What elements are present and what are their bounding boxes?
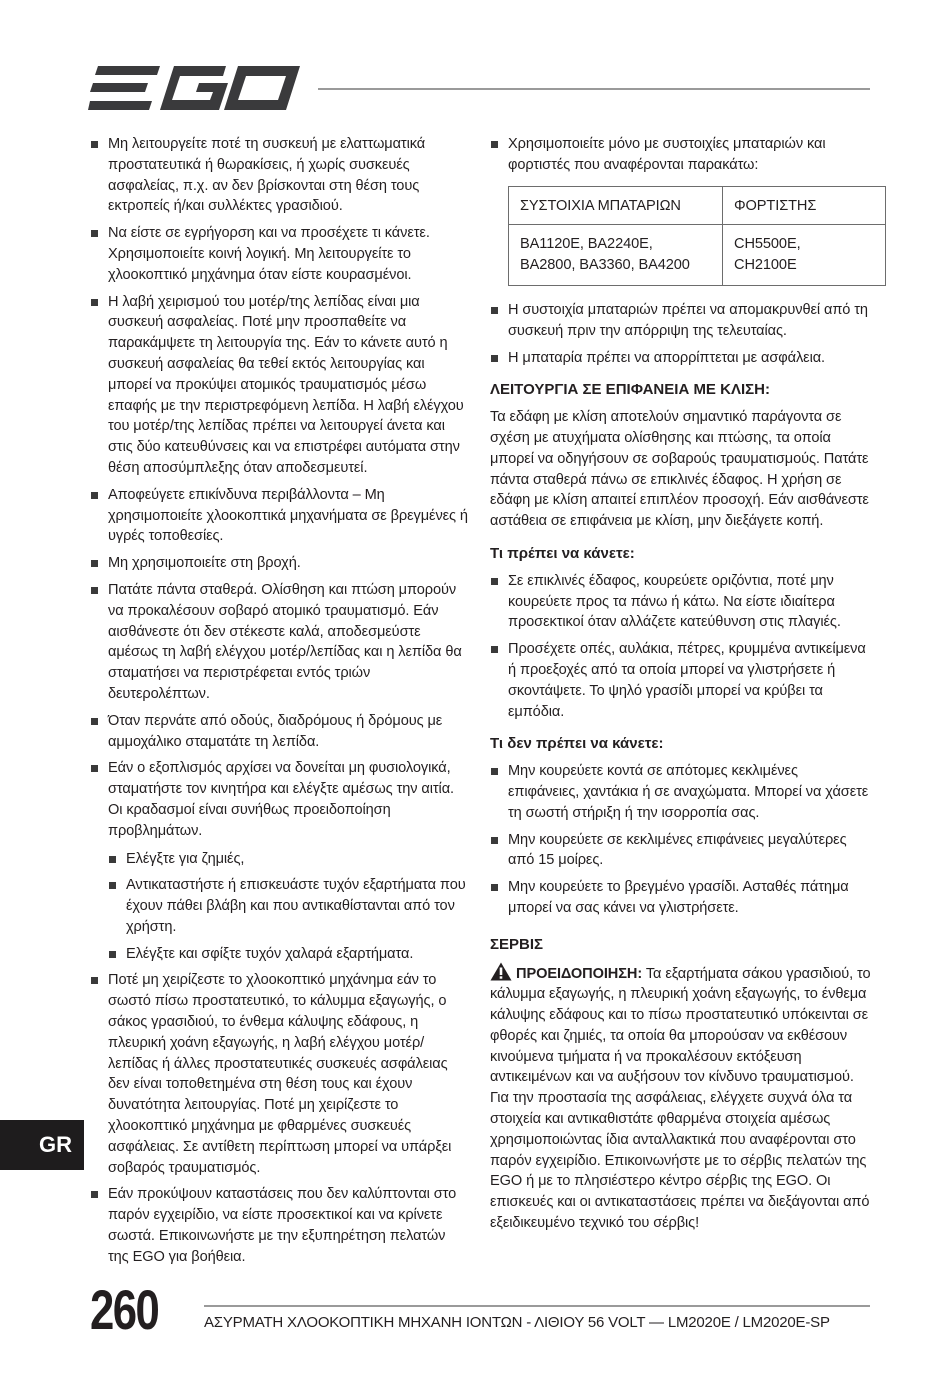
list-item: Σε επικλινές έδαφος, κουρεύετε οριζόντια, ποτέ μην κουρεύετε προς τα πάνω ή κάτω. Να είστε ιδιαίτερα προσεκτικοί όταν αλλάζετε κατεύθυνση στις πλαγιές.: [490, 571, 872, 633]
slope-paragraph: Τα εδάφη με κλίση αποτελούν σημαντικό παράγοντα σε σχέση με ατυχήματα ολίσθησης και πτώσης, τα οποία μπορεί να οδηγήσουν σε σοβαρούς τραυματισμούς. Πατάτε πάντα σταθερά πάνω σε επικλινές έδαφος. Η χρήση σε εδάφη με κλίση απαιτεί επιπλέον προσοχή. Εάν αισθάνεστε αστάθεια σε επιφάνεια με κλίση, μην διεξάγετε κοπή.: [490, 409, 869, 530]
dont-list: [490, 761, 872, 919]
table-row: [509, 225, 886, 286]
list-item: Ποτέ μη χειρίζεστε το χλοοκοπτικό μηχάνημα εάν το σωστό πίσω προστατευτικό, το κάλυμμα εξαγωγής, ο σάκος γρασιδιού, το ένθεμα κάλυψης εδάφους, η πλευρική χοάνη εξαγωγής, η λαβή ελέγχου μοτέρ/λεπίδας ή άλλες προστατευτικές συσκευές ασφάλειας δεν είναι τοποθετημένα στη θέση τους και έχουν δυνατότητα λειτουργίας. Ποτέ μη χειρίζεστε το χλοοκοπτικό μηχάνημα με φθαρμένες συσκευές ασφάλειας. Σε αντίθετη περίπτωση μπορεί να υπάρξει σοβαρός τραυματισμός.: [90, 970, 468, 1178]
safety-bullet-list: [90, 134, 468, 1268]
list-item: Η μπαταρία πρέπει να απορρίπτεται με ασφάλεια.: [490, 348, 872, 369]
battery-models-line: BA2800, BA3360, BA4200: [520, 257, 690, 274]
list-item: Μη χρησιμοποιείτε στη βροχή.: [90, 553, 468, 574]
sub-bullet-list: [108, 849, 468, 965]
do-list: [490, 571, 872, 723]
list-item: Η λαβή χειρισμού του μοτέρ/της λεπίδας είναι μια συσκευή ασφαλείας. Ποτέ μην προσπαθείτε να παρακάμψετε τη λειτουργία της. Εάν το κάνετε αυτό η συσκευή ασφαλείας θα τεθεί εκτός λειτουργίας και μπορεί να προκύψει ατομικός τραυματισμός μέσω επαφής με την περιστρεφόμενη λεπίδα. Η λαβή ελέγχου του μοτέρ/της λεπίδας πρέπει να λειτουργεί άνετα και στις δύο κατευθύνσεις και να επιστρέφει αυτόματα στην θέση αποσύμπλεξης όταν αποδεσμευτεί.: [90, 292, 468, 479]
list-item: Να είστε σε εγρήγορση και να προσέχετε τι κάνετε. Χρησιμοποιείτε κοινή λογική. Μη λειτουργείτε το χλοοκοπτικό μηχάνημα όταν είστε κουρασμένοι.: [90, 223, 468, 285]
table-header-charger: ΦΟΡΤΙΣΤΗΣ: [723, 186, 886, 225]
table-cell-chargers: [723, 225, 886, 286]
battery-charger-table: [508, 186, 886, 286]
table-header-row: [509, 186, 886, 225]
warning-paragraph: [490, 962, 872, 1234]
list-item: Πατάτε πάντα σταθερά. Ολίσθηση και πτώση μπορούν να προκαλέσουν σοβαρό ατομικό τραυματισμό. Εάν αισθάνεστε ότι δεν στέκεστε καλά, αποδεσμεύστε αμέσως τη λαβή ελέγχου μοτέρ/λεπίδας και η λεπίδα θα σταματήσει να περιστρέφεται εντός τριών δευτερολέπτων.: [90, 580, 468, 705]
list-item: Μην κουρεύετε κοντά σε απότομες κεκλιμένες επιφάνειες, χαντάκια ή σε αναχώματα. Μπορεί να χάσετε τη σωστή στήριξη ή την ισορροπία σας.: [490, 761, 872, 823]
header-rule: [318, 88, 870, 90]
list-item: Η συστοιχία μπαταριών πρέπει να απομακρυνθεί από τη συσκευή πριν την απόρριψη της τελευταίας.: [490, 300, 872, 342]
battery-disposal-list: [490, 300, 872, 368]
warning-text: Τα εξαρτήματα σάκου γρασιδιού, το κάλυμμα εξαγωγής, η πλευρική χοάνη εξαγωγής, το ένθεμα κάλυψης εδάφους και το πίσω προστατευτικό υπόκεινται σε φθορές και ζημιές, τα οποία θα μπορούσαν να εκθέσουν κινούμενα τμήματα ή να προκαλέσουν εκτόξευση αντικειμένων και να αυξήσουν τον κίνδυνο τραυματισμού. Για την προστασία της ασφάλειας, ελέγχετε συχνά όλα τα στοιχεία και αντικαθιστάτε φθαρμένα στοιχεία αμέσως χρησιμοποιώντας ίδια ανταλλακτικά που αναφέρονται στο παρόν εγχειρίδιο. Επικοινωνήστε με το σέρβις πελατών της EGO ή με το πλησιέστερο κέντρο σέρβις της EGO. Οι επισκευές και οι αντικαταστάσεις πρέπει να διεξάγονται από εξειδικευμένο τεχνικό του σέρβις!: [490, 965, 871, 1232]
battery-intro-list: [490, 134, 872, 176]
sub-list-item: Αντικαταστήστε ή επισκευάστε τυχόν εξαρτήματα που έχουν πάθει βλάβη και που αντικαθίστανται από τον χρήστη.: [108, 875, 468, 937]
slope-heading: ΛΕΙΤΟΥΡΓΙΑ ΣΕ ΕΠΙΦΑΝΕΙΑ ΜΕ ΚΛΙΣΗ:: [490, 381, 770, 399]
table-header-battery: ΣΥΣΤΟΙΧΙΑ ΜΠΑΤΑΡΙΩΝ: [509, 186, 723, 225]
footer-rule: [204, 1305, 870, 1307]
warning-label: ΠΡΟΕΙΔΟΠΟΙΗΣΗ:: [516, 965, 643, 982]
list-item: Προσέχετε οπές, αυλάκια, πέτρες, κρυμμένα αντικείμενα ή προεξοχές από τα οποία μπορεί να γλιστρήσετε ή σκοντάψετε. Το ψηλό γρασίδι μπορεί να κρύβει τα εμπόδια.: [490, 639, 872, 722]
service-heading: ΣΕΡΒΙΣ: [490, 935, 544, 953]
charger-models-line: CH5500E,: [734, 236, 801, 253]
list-item-text: Εάν ο εξοπλισμός αρχίσει να δονείται μη φυσιολογικά, σταματήστε τον κινητήρα και ελέγξτε αμέσως την αιτία. Οι κραδασμοί είναι συνήθως προειδοποίηση προβλημάτων.: [108, 760, 454, 839]
list-item: Μην κουρεύετε το βρεγμένο γρασίδι. Ασταθές πάτημα μπορεί να σας κάνει να γλιστρήσετε.: [490, 877, 872, 919]
sub-list-item: Ελέγξτε και σφίξτε τυχόν χαλαρά εξαρτήματα.: [108, 944, 468, 965]
warning-triangle-icon: [490, 962, 512, 981]
do-heading: Τι πρέπει να κάνετε:: [490, 544, 635, 562]
list-item: Μην κουρεύετε σε κεκλιμένες επιφάνειες μεγαλύτερες από 15 μοίρες.: [490, 830, 872, 872]
list-item: Χρησιμοποιείτε μόνο με συστοιχίες μπαταριών και φορτιστές που αναφέρονται παρακάτω:: [490, 134, 872, 176]
table-cell-batteries: [509, 225, 723, 286]
sub-list-item: Ελέγξτε για ζημιές,: [108, 849, 468, 870]
left-column: [90, 134, 468, 1274]
dont-heading: Τι δεν πρέπει να κάνετε:: [490, 735, 664, 753]
list-item: Εάν προκύψουν καταστάσεις που δεν καλύπτονται στο παρόν εγχειρίδιο, να είστε προσεκτικοί και να κρίνετε σωστά. Επικοινωνήστε με την εξυπηρέτηση πελατών της EGO για βοήθεια.: [90, 1184, 468, 1267]
page-number: 260: [90, 1278, 159, 1341]
list-item: Μη λειτουργείτε ποτέ τη συσκευή με ελαττωματικά προστατευτικά ή θωρακίσεις, ή χωρίς συσκευές ασφαλείας, π.χ. αν δεν βρίσκονται στη θέση τους εκτροπείς ή/και συλλέκτες γρασιδιού.: [90, 134, 468, 217]
list-item: Όταν περνάτε από οδούς, διαδρόμους ή δρόμους με αμμοχάλικο σταματάτε τη λεπίδα.: [90, 711, 468, 753]
battery-models-line: BA1120E, BA2240E,: [520, 236, 653, 253]
list-item: Αποφεύγετε επικίνδυνα περιβάλλοντα – Μη χρησιμοποιείτε χλοοκοπτικά μηχανήματα σε βρεγμένες ή υγρές τοποθεσίες.: [90, 485, 468, 547]
charger-models-line: CH2100E: [734, 257, 797, 274]
ego-logo: [88, 64, 300, 112]
list-item-vibration: [90, 758, 468, 964]
language-tab: GR: [0, 1120, 84, 1170]
right-column: [490, 134, 872, 1242]
footer-title: ΑΣΥΡΜΑΤΗ ΧΛΟΟΚΟΠΤΙΚΗ ΜΗΧΑΝΗ ΙΟΝΤΩΝ - ΛΙΘΙΟΥ 56 VOLT — LM2020E / LM2020E-SP: [204, 1314, 830, 1331]
